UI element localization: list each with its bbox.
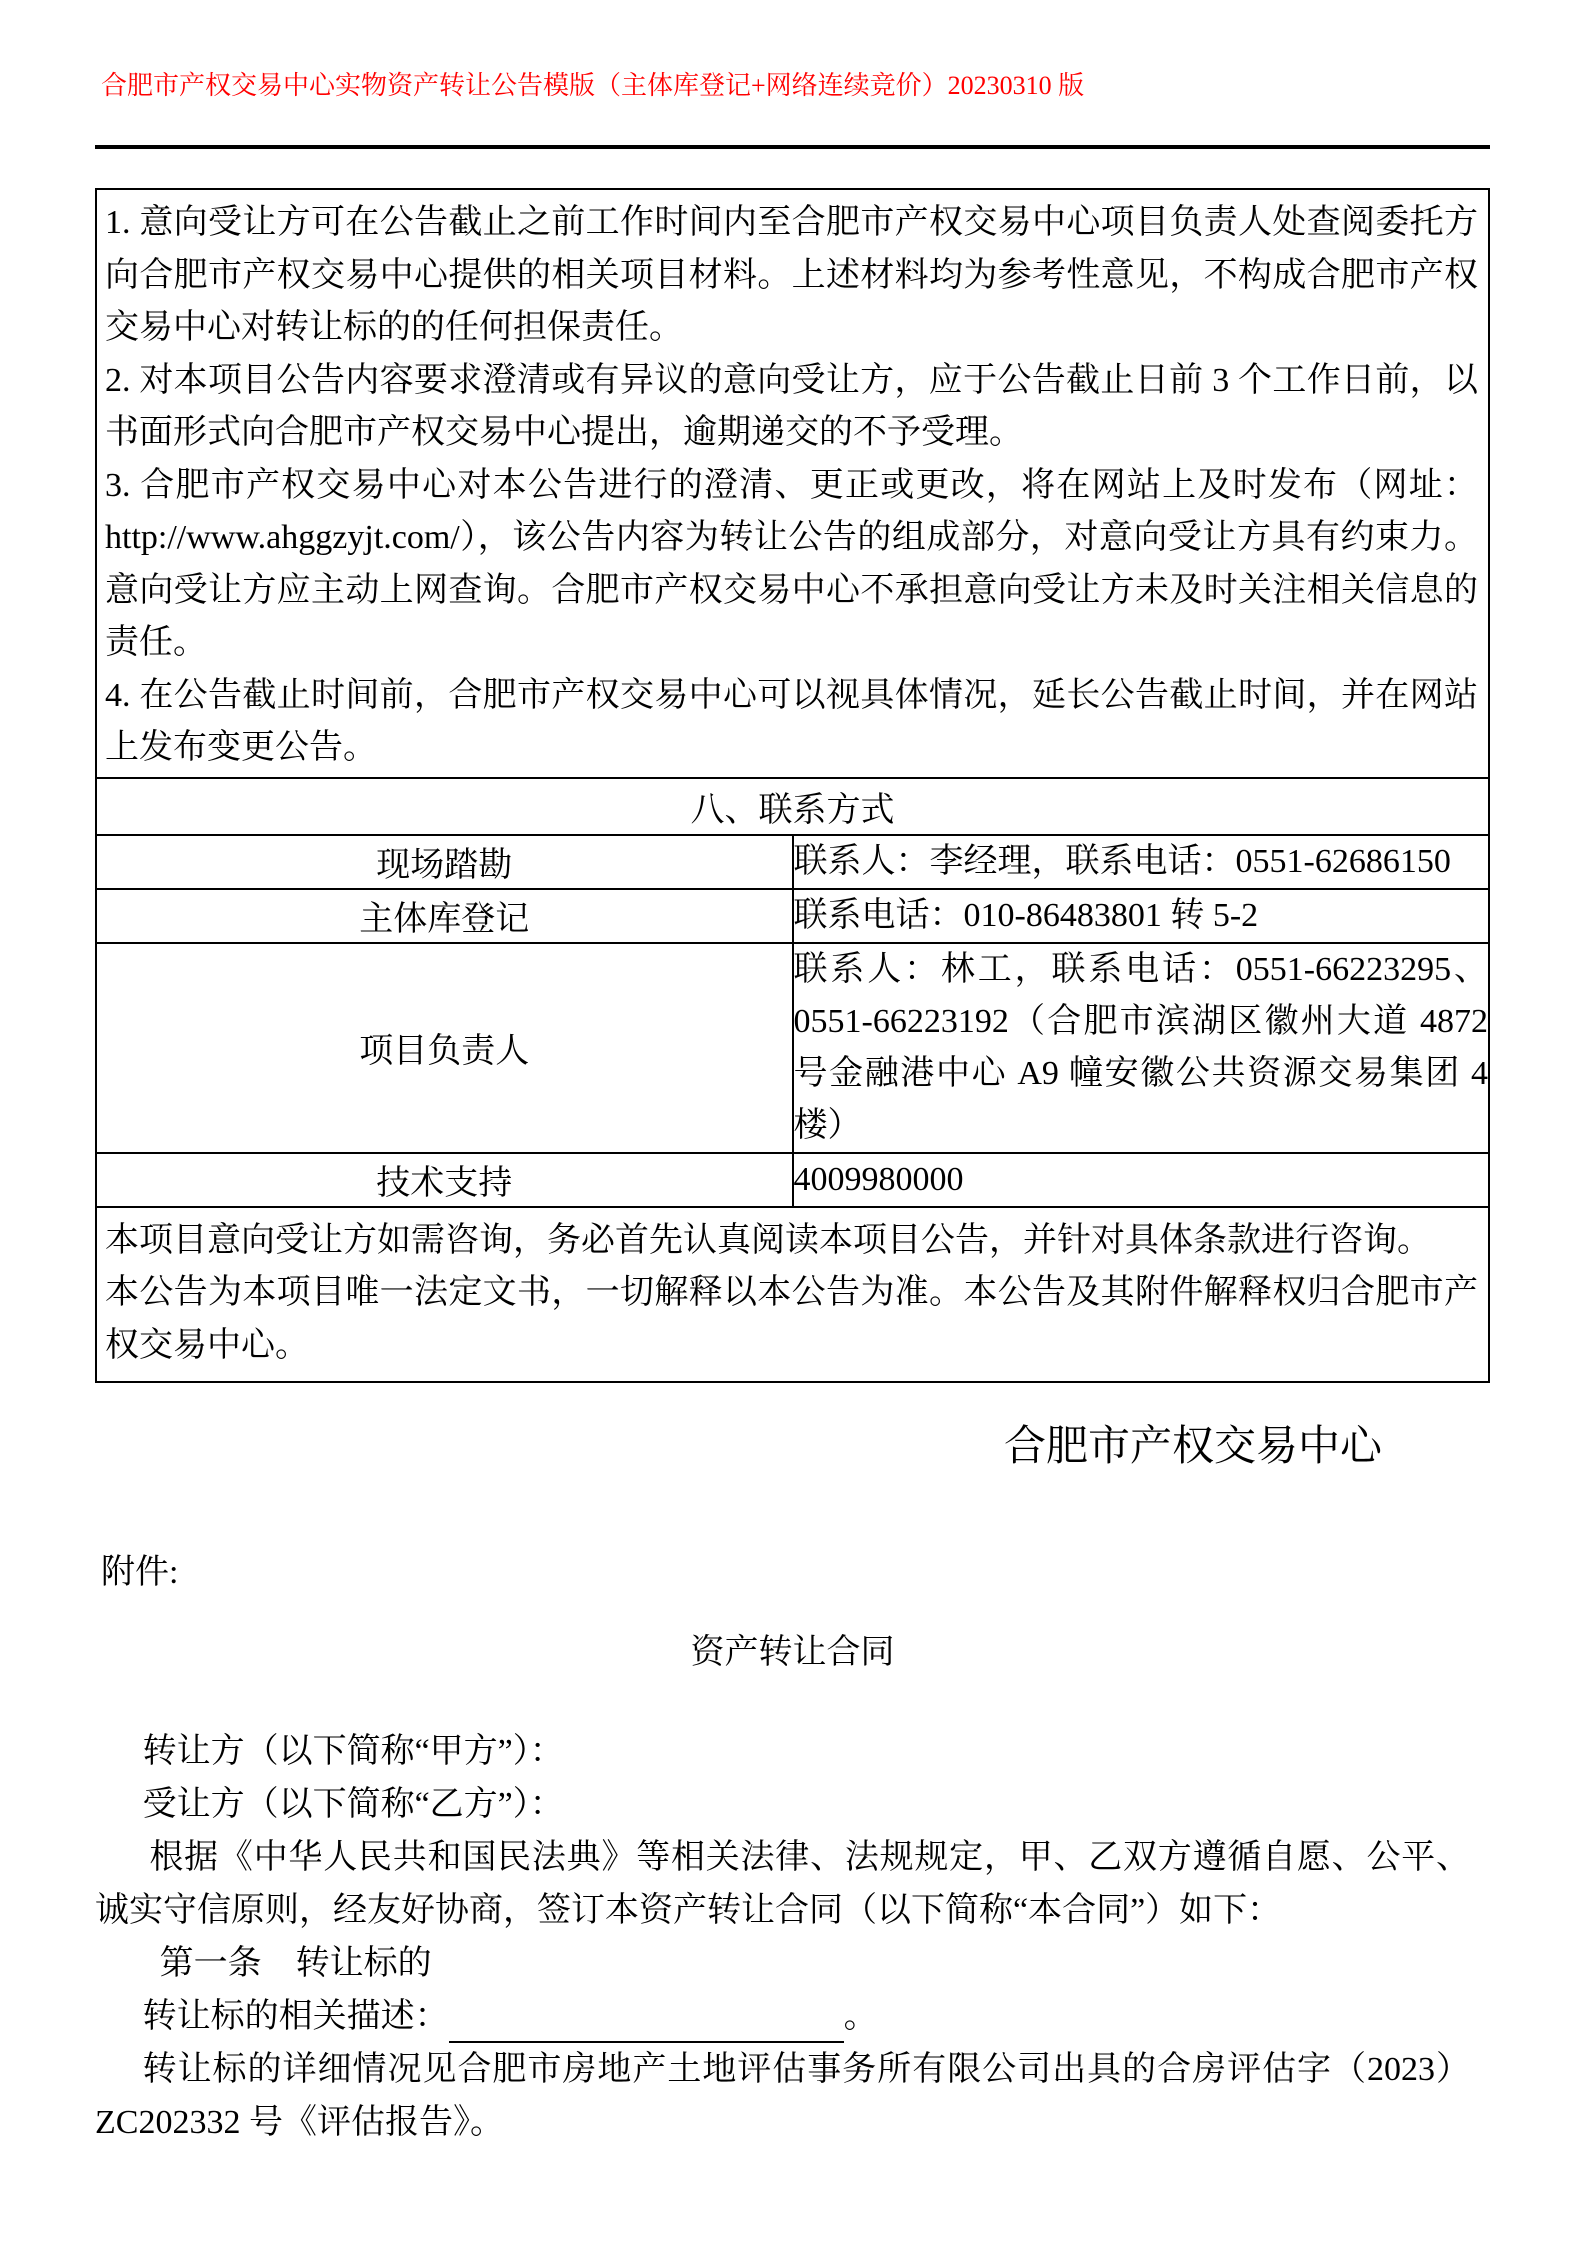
contact-row-label: 现场踏勘: [97, 835, 793, 889]
contract-description-prefix: 转让标的相关描述：: [142, 1998, 449, 2035]
contact-row-value: 4009980000: [793, 1153, 1489, 1207]
header-divider: [95, 145, 1490, 149]
contact-title-row: [97, 778, 1488, 835]
document-page: [95, 0, 1490, 2149]
notice-footer: [97, 1208, 1488, 1382]
page-header-title: 合肥市产权交易中心实物资产转让公告模版（主体库登记+网络连续竞价）20230310 版: [101, 71, 1085, 100]
notice-box: [95, 188, 1490, 1383]
contact-row-label: 主体库登记: [97, 889, 793, 943]
contract-description-line: [95, 1990, 1470, 2043]
blank-underline: [449, 2005, 844, 2043]
contract-description-suffix: 。: [843, 1998, 878, 2035]
contact-table: [97, 777, 1488, 1208]
contact-row-label: 技术支持: [97, 1153, 793, 1207]
notice-paragraph-2: 2. 对本项目公告内容要求澄清或有异议的意向受让方，应于公告截止日前 3 个工作日前，以书面形式向合肥市产权交易中心提出，逾期递交的不予受理。: [105, 361, 1478, 451]
contract-article-title: 第一条 转让标的: [159, 1945, 432, 1982]
contract-body: [95, 1725, 1490, 2149]
notice-footer-paragraph-2: 本公告为本项目唯一法定文书，一切解释以本公告为准。本公告及其附件解释权归合肥市产权交易中心。: [105, 1274, 1478, 1364]
contact-row-value: 联系人：李经理，联系电话：0551-62686150: [793, 835, 1489, 889]
contact-row: [97, 943, 1488, 1153]
contact-row: [97, 835, 1488, 889]
notice-paragraph-1: 1. 意向受让方可在公告截止之前工作时间内至合肥市产权交易中心项目负责人处查阅委托方向合肥市产权交易中心提供的相关项目材料。上述材料均为参考性意见，不构成合肥市产权交易中心对转让标的的任何担保责任。: [105, 204, 1478, 346]
contact-section-title: 八、联系方式: [97, 778, 1488, 835]
notice-paragraphs: [97, 190, 1488, 777]
contract-basis: 根据《中华人民共和国民法典》等相关法律、法规规定，甲、乙双方遵循自愿、公平、诚实守信原则，经友好协商，签订本资产转让合同（以下简称“本合同”）如下：: [95, 1839, 1470, 1929]
notice-paragraph-4: 4. 在公告截止时间前，合肥市产权交易中心可以视具体情况，延长公告截止时间，并在网站上发布变更公告。: [105, 676, 1478, 766]
notice-paragraph-3: 3. 合肥市产权交易中心对本公告进行的澄清、更正或更改，将在网站上及时发布（网址：http://www.ahggzyjt.com/），该公告内容为转让公告的组成部分，对意向受让方具有约束力。意向受让方应主动上网查询。合肥市产权交易中心不承担意向受让方未及时关注相关信息的责任。: [105, 466, 1478, 661]
contact-row: [97, 1153, 1488, 1207]
contact-row-value: 联系人：林工，联系电话：0551-66223295、0551-66223192（合肥市滨湖区徽州大道 4872 号金融港中心 A9 幢安徽公共资源交易集团 4 楼）: [793, 943, 1489, 1153]
notice-footer-paragraph-1: 本项目意向受让方如需咨询，务必首先认真阅读本项目公告，并针对具体条款进行咨询。: [105, 1221, 1431, 1259]
contact-row-value: 联系电话：010-86483801 转 5-2: [793, 889, 1489, 943]
contract-party-a: 转让方（以下简称“甲方”）：: [142, 1733, 564, 1770]
signature-line: 合肥市产权交易中心: [1003, 1424, 1382, 1470]
contact-row-label: 项目负责人: [97, 943, 793, 1153]
contract-detail: 转让标的详细情况见合肥市房地产土地评估事务所有限公司出具的合房评估字（2023）ZC202332 号《评估报告》。: [95, 2051, 1470, 2141]
contract-party-b: 受让方（以下简称“乙方”）：: [142, 1786, 564, 1823]
contact-row: [97, 889, 1488, 943]
contract-title: 资产转让合同: [690, 1634, 895, 1671]
attachment-label: 附件:: [101, 1554, 179, 1591]
